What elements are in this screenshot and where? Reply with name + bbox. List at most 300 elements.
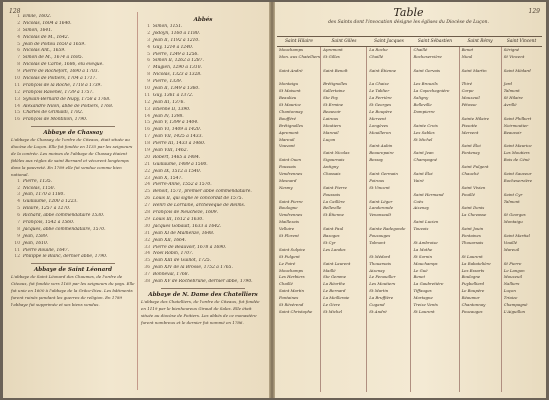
list-entry [141, 24, 265, 31]
table-cell [502, 109, 542, 116]
table-cell: Tiffauges [413, 288, 432, 294]
list-entry [11, 62, 135, 69]
entry-number: 1 [17, 14, 20, 19]
table-cell: Beaulieu [279, 95, 297, 101]
list-entry [11, 90, 135, 97]
entry-number: 3 [17, 27, 20, 33]
table-cell: Saint Maurice [503, 143, 532, 149]
list-entry [141, 120, 265, 127]
entry-text: Jean IV, 1398. [153, 113, 184, 119]
list-entry [11, 241, 135, 248]
table-cell: Saint Fulgent [461, 164, 489, 170]
table-cell: Triaize [503, 295, 518, 301]
table-cell [277, 240, 320, 247]
table-cell: Champagné [503, 301, 528, 307]
list-entry [141, 279, 265, 286]
column-header: Saint Sébastien [417, 39, 453, 44]
table-cell: Saligny [413, 95, 429, 101]
entry-number: 7 [17, 220, 20, 226]
entry-text: Noël Robin, 1707. [153, 251, 194, 257]
table-cell: Corpe [461, 88, 474, 94]
table-cell: Saint Jouin [461, 226, 484, 232]
table-cell: Champagné [413, 157, 438, 163]
table-cell [411, 116, 458, 123]
table-cell: Saint Germain [369, 171, 398, 177]
entry-text: François de la Roche, 1718 à 1739. [23, 82, 102, 88]
table-cell: St Maixent [279, 88, 301, 94]
entry-number: 28 [144, 210, 150, 216]
entry-number: 38 [144, 278, 150, 284]
table-cell [411, 75, 458, 82]
entry-number: 5 [147, 51, 150, 57]
list-entry [11, 35, 135, 42]
table-cell: Saint Médard [503, 67, 531, 73]
entry-text: Pierre III, 1433 à 1460. [153, 141, 206, 147]
table-cell: Fontenay [461, 150, 480, 156]
table-cell: Pouillé [461, 191, 475, 197]
entry-text: Simon de M., 1674 à 1685. [23, 55, 84, 61]
table-cell: Les Herbiers [279, 274, 305, 280]
table-cell: Montaigu [279, 81, 298, 87]
entry-number: 9 [17, 233, 20, 239]
table-cell: Mervent [461, 129, 479, 135]
table-cell: La Rabatelière [461, 260, 491, 266]
table-cell: Dompierre [413, 109, 435, 115]
table-cell [367, 75, 410, 82]
entry-number: 21 [144, 161, 150, 167]
table-cell: Maillé [323, 267, 336, 273]
list-entry [141, 86, 265, 93]
table-cell: Le Boupère [369, 109, 393, 115]
entry-text: Louis II, qui signe le concordat de 1575. [153, 196, 243, 202]
table-cell: Talmont [503, 198, 520, 204]
list-entry [11, 220, 135, 227]
table-cell [321, 178, 366, 185]
table-cell [460, 75, 501, 82]
table-cell: St Cyr [323, 239, 336, 245]
table-cell: Saint Pierre [279, 198, 303, 204]
list-entry [11, 117, 135, 124]
entry-text: Robert, 1465 à 1484. [153, 154, 201, 160]
entry-text: Jean II, 1192 à 1210. [153, 37, 200, 43]
entry-text: Jean, 1610. [23, 240, 49, 246]
entry-number: 8 [147, 72, 150, 78]
list-entry [141, 114, 265, 121]
list-entry [141, 31, 265, 38]
list-entry [141, 141, 265, 148]
saints-table [277, 36, 542, 392]
left-page [3, 2, 271, 398]
list-entry [141, 203, 265, 210]
entry-text: Jodoyn, 1160 à 1180. [153, 30, 201, 36]
table-cell: Saint Martin [279, 288, 305, 294]
table-cell: St Michel [323, 308, 343, 314]
table-cell: Les Essarts [461, 267, 485, 273]
table-cell: Les Moutiers [369, 281, 396, 287]
entry-number: 9 [17, 69, 20, 75]
list-entry [11, 199, 135, 206]
list-entry [11, 55, 135, 62]
table-cell: La Chevasse [461, 212, 487, 218]
table-cell: Saint Jean [413, 150, 434, 156]
entry-text: Simon II, 1262 à 1287. [153, 58, 204, 64]
table-cell: St Sornin [413, 253, 433, 259]
entry-text: Jean XV de Rochebrune, dernier abbé, 1790. [153, 278, 253, 284]
entry-number: 37 [144, 272, 150, 278]
list-entry [11, 254, 135, 261]
table-cell: Saint Éloi [413, 171, 433, 177]
table-cell: Les Moutiers [503, 150, 530, 156]
table-column [501, 47, 542, 392]
table-cell: Chauché [461, 171, 479, 177]
entry-text: Philippe le Blanc, dernier abbé, 1790. [23, 254, 108, 260]
entry-text: Bonneval, 1768. [153, 272, 189, 278]
entry-text: Guy, 1361 à 1372. [153, 92, 194, 98]
table-cell: St Florent [279, 233, 299, 239]
right-page [271, 2, 546, 398]
table-cell: Sainte Croix [413, 122, 438, 128]
entry-text: Nicolas de Carné, 1686, élu évêque. [23, 62, 104, 68]
table-cell: Talmont [503, 88, 520, 94]
table-cell [367, 164, 410, 171]
table-cell: Touvois [413, 226, 429, 232]
separator [31, 263, 115, 264]
entry-number: 24 [144, 182, 150, 188]
entry-text: Jean IX, 1512 à 1540. [153, 168, 202, 174]
entry-number: 5 [17, 41, 20, 47]
table-cell: Mouchamps [279, 47, 304, 52]
table-cell: St Vincent [503, 53, 525, 59]
table-title-block [271, 6, 546, 25]
table-cell: Mareuil [323, 129, 339, 135]
table-cell [367, 219, 410, 226]
table-cell: Le Langon [503, 267, 525, 273]
table-cell: Thouarsais [369, 260, 391, 266]
list-entry [141, 93, 265, 100]
entry-number: 6 [147, 58, 150, 64]
table-cell [502, 61, 542, 68]
table-cell [460, 178, 501, 185]
table-cell: Brétignolles [323, 81, 348, 87]
list-entry [141, 224, 265, 231]
entry-text: Pierre Rouillé, 1647. [23, 247, 70, 253]
table-cell: Saint Cyr [503, 191, 523, 197]
table-cell [460, 137, 501, 144]
entry-number: 16 [144, 127, 150, 133]
page-number-left: 128 [9, 8, 21, 15]
table-cell: Noirmoutier [503, 122, 529, 128]
list-entry [141, 58, 265, 65]
table-cell: Mareuil [279, 136, 295, 142]
table-cell: Foussais [323, 191, 341, 197]
entry-text: Pierre de Rochefort, 1690 à 1703. [23, 69, 99, 75]
table-cell: Apremont [279, 129, 299, 135]
list-entry [141, 189, 265, 196]
entry-number: 22 [144, 168, 150, 174]
entry-number: 12 [14, 89, 20, 95]
list-entry [141, 148, 265, 155]
entry-number: 2 [147, 30, 150, 36]
table-cell [411, 143, 458, 150]
table-cell: Saint Lucien [413, 219, 439, 225]
entry-text: Jean II, 1349 à 1360. [153, 86, 200, 92]
list-entry [141, 100, 265, 107]
book-gutter [269, 2, 275, 398]
table-cell: St André [369, 308, 387, 314]
table-cell: Boulogne [461, 274, 481, 280]
list-entry [11, 76, 135, 83]
column-header: Saint Jacques [374, 39, 404, 44]
entry-number: 20 [144, 154, 150, 160]
entry-text: Pierre, 1135. [23, 178, 53, 184]
entry-number: 11 [14, 247, 20, 253]
entry-number: 7 [147, 65, 150, 71]
table-cell [460, 61, 501, 68]
left-column-a [11, 14, 135, 390]
entry-number: 8 [17, 226, 20, 232]
table-cell: Sallertaine [323, 88, 345, 94]
table-cell: Vouillé [503, 239, 518, 245]
table-column [366, 47, 410, 392]
table-cell: Saint Éloi [461, 143, 481, 149]
table-cell: Mouchamps [413, 260, 438, 266]
entry-number: 2 [17, 185, 20, 191]
list-entry [141, 127, 265, 134]
table-cell [502, 254, 542, 261]
entry-number: 25 [144, 189, 150, 195]
table-cell [321, 254, 366, 261]
list-entry [141, 245, 265, 252]
entry-text: Simon, 1641. [23, 27, 53, 33]
table-cell: Vendrennes [279, 171, 303, 177]
entry-text: Nicolas, 1323 à 1328. [153, 72, 202, 78]
table-cell: Saint Léger [369, 198, 393, 204]
entry-text: Jean, 1170 à 1180. [23, 192, 65, 198]
list-entry [141, 38, 265, 45]
table-cell [277, 150, 320, 157]
entry-number: 3 [147, 37, 150, 43]
entry-number: 26 [144, 196, 150, 202]
entry-text: Richard, abbé commendataire 1530. [23, 213, 105, 219]
entry-text: Pierre, 1339. [153, 79, 183, 85]
separator [31, 126, 115, 127]
entry-number: 1 [147, 24, 150, 29]
table-cell: Saint Martin [461, 67, 487, 73]
list-entry [141, 134, 265, 141]
entry-number: 4 [17, 199, 20, 205]
table-cell: Saint Ouen [279, 157, 302, 163]
entry-number: 1 [17, 178, 20, 184]
entry-number: 32 [144, 237, 150, 243]
table-cell: Avrillé [503, 102, 517, 108]
table-cell: Le Gué [413, 267, 428, 273]
list-entry [141, 45, 265, 52]
table-cell: Pouzauges [369, 233, 391, 239]
column-header: Saint Rémy [467, 39, 493, 44]
table-cell: Coëx [413, 198, 424, 204]
table-cell: Pissotte [461, 122, 478, 128]
entry-number: 13 [14, 96, 20, 102]
list-entry [141, 251, 265, 258]
table-cell: La Mothe [413, 246, 433, 252]
table-cell: Saint Pierre [323, 184, 347, 190]
entry-number: 36 [144, 265, 150, 271]
table-cell: Vouvant [279, 143, 295, 149]
entry-number: 29 [144, 216, 150, 222]
table-cell: Mareuil [503, 246, 520, 252]
table-cell: L'Aiguillon [503, 308, 526, 314]
table-cell: La Copechagnière [413, 88, 450, 94]
table-cell: Beaurepaire [369, 150, 394, 156]
entry-text: Benoît, 1571, premier abbé commendataire. [153, 189, 252, 195]
table-cell: Cugand [369, 301, 385, 307]
entry-number: 12 [14, 254, 20, 260]
list-entry [141, 107, 265, 114]
table-cell [411, 233, 458, 240]
table-cell: St Étienne [323, 212, 344, 218]
entry-text: Alexandre Nilon, abbé de Poitiers, 1768. [23, 103, 114, 109]
table-cell: Ste Gemme [323, 274, 347, 280]
table-cell: Ste Foy [323, 95, 338, 101]
entry-text: Jean III, 1376. [153, 99, 185, 105]
entry-number: 8 [17, 62, 20, 68]
list-entry [11, 248, 135, 255]
entry-text: Hilaire, 1257 à 1270. [23, 206, 71, 212]
table-cell: Sainte Radegonde [369, 226, 406, 232]
table-cell: Nieul [461, 53, 473, 59]
table-cell [460, 109, 501, 116]
list-entry [11, 28, 135, 35]
entry-text: Simon, 1151. [153, 24, 183, 29]
table-cell [321, 143, 366, 150]
column-header: Saint Gilles [331, 39, 357, 44]
table-cell: La Bruffière [369, 295, 394, 301]
table-cell: Chaillé [279, 281, 293, 287]
list-entry [11, 14, 135, 21]
entry-text: Jacques Gobault, 1633 à 1642. [153, 223, 222, 229]
table-cell: Thouarsais [461, 239, 484, 245]
table-cell: St Georges [369, 102, 392, 108]
table-cell: Saint Vivien [461, 184, 486, 190]
table-cell [411, 164, 458, 171]
entry-text: François, 1542 à 1560. [23, 220, 75, 226]
section-paragraph: L'abbaye des Chatelliers, de l'ordre de Citeaux, fut fondée en 1119 par le bienheureux Giraud de Sales. Elle était située au diocèse de Poitiers. Les abbés de ce monastère furent nombreux et le dernier fut nommé en 1786. [141, 298, 260, 325]
table-cell: Saint Benoît [323, 67, 348, 73]
entry-number: 10 [144, 86, 150, 92]
table-cell: Saint André [279, 67, 303, 73]
entry-text: Pierre de Beauvoir, 1678 à 1690. [153, 244, 227, 250]
list-entry [11, 192, 135, 199]
table-cell [411, 61, 458, 68]
entry-text: Nicolas, 1150. [23, 185, 55, 191]
list-entry [141, 162, 265, 169]
list-entry [11, 97, 135, 104]
table-cell: La Caillère [323, 198, 345, 204]
list-entry [141, 265, 265, 272]
list-entry [141, 155, 265, 162]
entry-text: Louis III, 1612 à 1630. [153, 216, 204, 222]
entry-text: Jean V, 1399 à 1404. [153, 120, 199, 126]
table-cell: Mesnard [279, 177, 297, 183]
table-cell [460, 219, 501, 226]
table-cell: Apremont [323, 47, 343, 52]
table-cell [502, 185, 542, 192]
column-header: Saint Hilaire [285, 39, 313, 44]
entry-text: Henri de Lorraine, archevêque de Reims. [153, 203, 246, 209]
entry-number: 5 [17, 206, 20, 212]
table-cell: Chassais [323, 171, 341, 177]
entry-text: Jean VII, 1425 à 1433. [153, 134, 203, 140]
entry-text: Jean XIII de Guillot, 1725. [153, 258, 212, 264]
entry-text: Emile, 1602. [23, 14, 52, 19]
table-cell: Bessay [369, 157, 383, 163]
list-entry [11, 21, 135, 28]
section-heading: Abbaye de N. Dame des Chatelliers [148, 291, 258, 298]
table-cell: Saint Laurent [323, 260, 351, 266]
entry-number: 27 [144, 203, 150, 209]
table-cell: St Martin [369, 288, 389, 294]
entry-number: 17 [144, 134, 150, 140]
table-cell: Maillezais [279, 219, 299, 225]
table-cell [502, 164, 542, 171]
table-cell: Velluire [279, 226, 295, 232]
table-cell: Chaillé [413, 47, 428, 52]
entry-text: Jacques, abbé commendataire, 1570. [23, 226, 106, 232]
table-cell: St Gilles [323, 53, 340, 59]
table-cell: Sérigné [503, 47, 520, 52]
table-cell: Luçon [503, 288, 516, 294]
entry-text: François de Montillon, 1790. [23, 117, 88, 123]
table-cell: Foussais [279, 164, 296, 170]
list-entry [11, 48, 135, 55]
entry-number: 13 [144, 106, 150, 112]
page-number-right: 129 [528, 8, 540, 15]
entry-number: 6 [17, 213, 20, 219]
list-entry [141, 182, 265, 189]
table-cell: Les Sables [413, 129, 435, 135]
column-header: Saint Vincent [506, 39, 537, 44]
entry-number: 10 [14, 76, 20, 82]
table-cell: La Gaubretière [413, 281, 444, 287]
table-cell: La Réorthe [323, 281, 346, 287]
table-cell: Saint Sauveur [503, 171, 532, 177]
entry-number: 23 [144, 175, 150, 181]
table-cell: St Ermine [323, 102, 344, 108]
table-cell: Réaumur [461, 295, 480, 301]
entry-text: Charles de Grimaldi, 1782. [23, 110, 84, 116]
entry-number: 31 [144, 230, 150, 236]
table-cell: Thiré [461, 81, 473, 87]
section-heading: Abbaye de Saint Léonard [33, 267, 113, 274]
entry-text: Jean XIV de la Brosse, 1752 à 1765. [153, 265, 233, 271]
table-cell: Lairoux [323, 115, 339, 121]
entry-number: 3 [17, 192, 20, 198]
table-cell: Le Bernard [323, 288, 346, 294]
table-cell: St Laurent [413, 308, 435, 314]
entry-text: Sylvain-Bernard de Nupy, 1758 à 1768. [23, 96, 111, 102]
entry-number: 30 [144, 223, 150, 229]
entry-text: Jean XI de Malhenzé, 1648. [153, 230, 215, 236]
entry-text: Nicolas Ant., 1659. [23, 48, 66, 54]
table-cell: Saint Martial [503, 233, 530, 239]
table-cell: Luçon [323, 136, 336, 142]
table-cell [411, 212, 458, 219]
entry-number: 33 [144, 244, 150, 250]
table-cell: Le Fenouiller [369, 274, 396, 280]
table-cell [277, 75, 320, 82]
entry-number: 18 [144, 141, 150, 147]
table-cell: Treize Vents [413, 301, 438, 307]
